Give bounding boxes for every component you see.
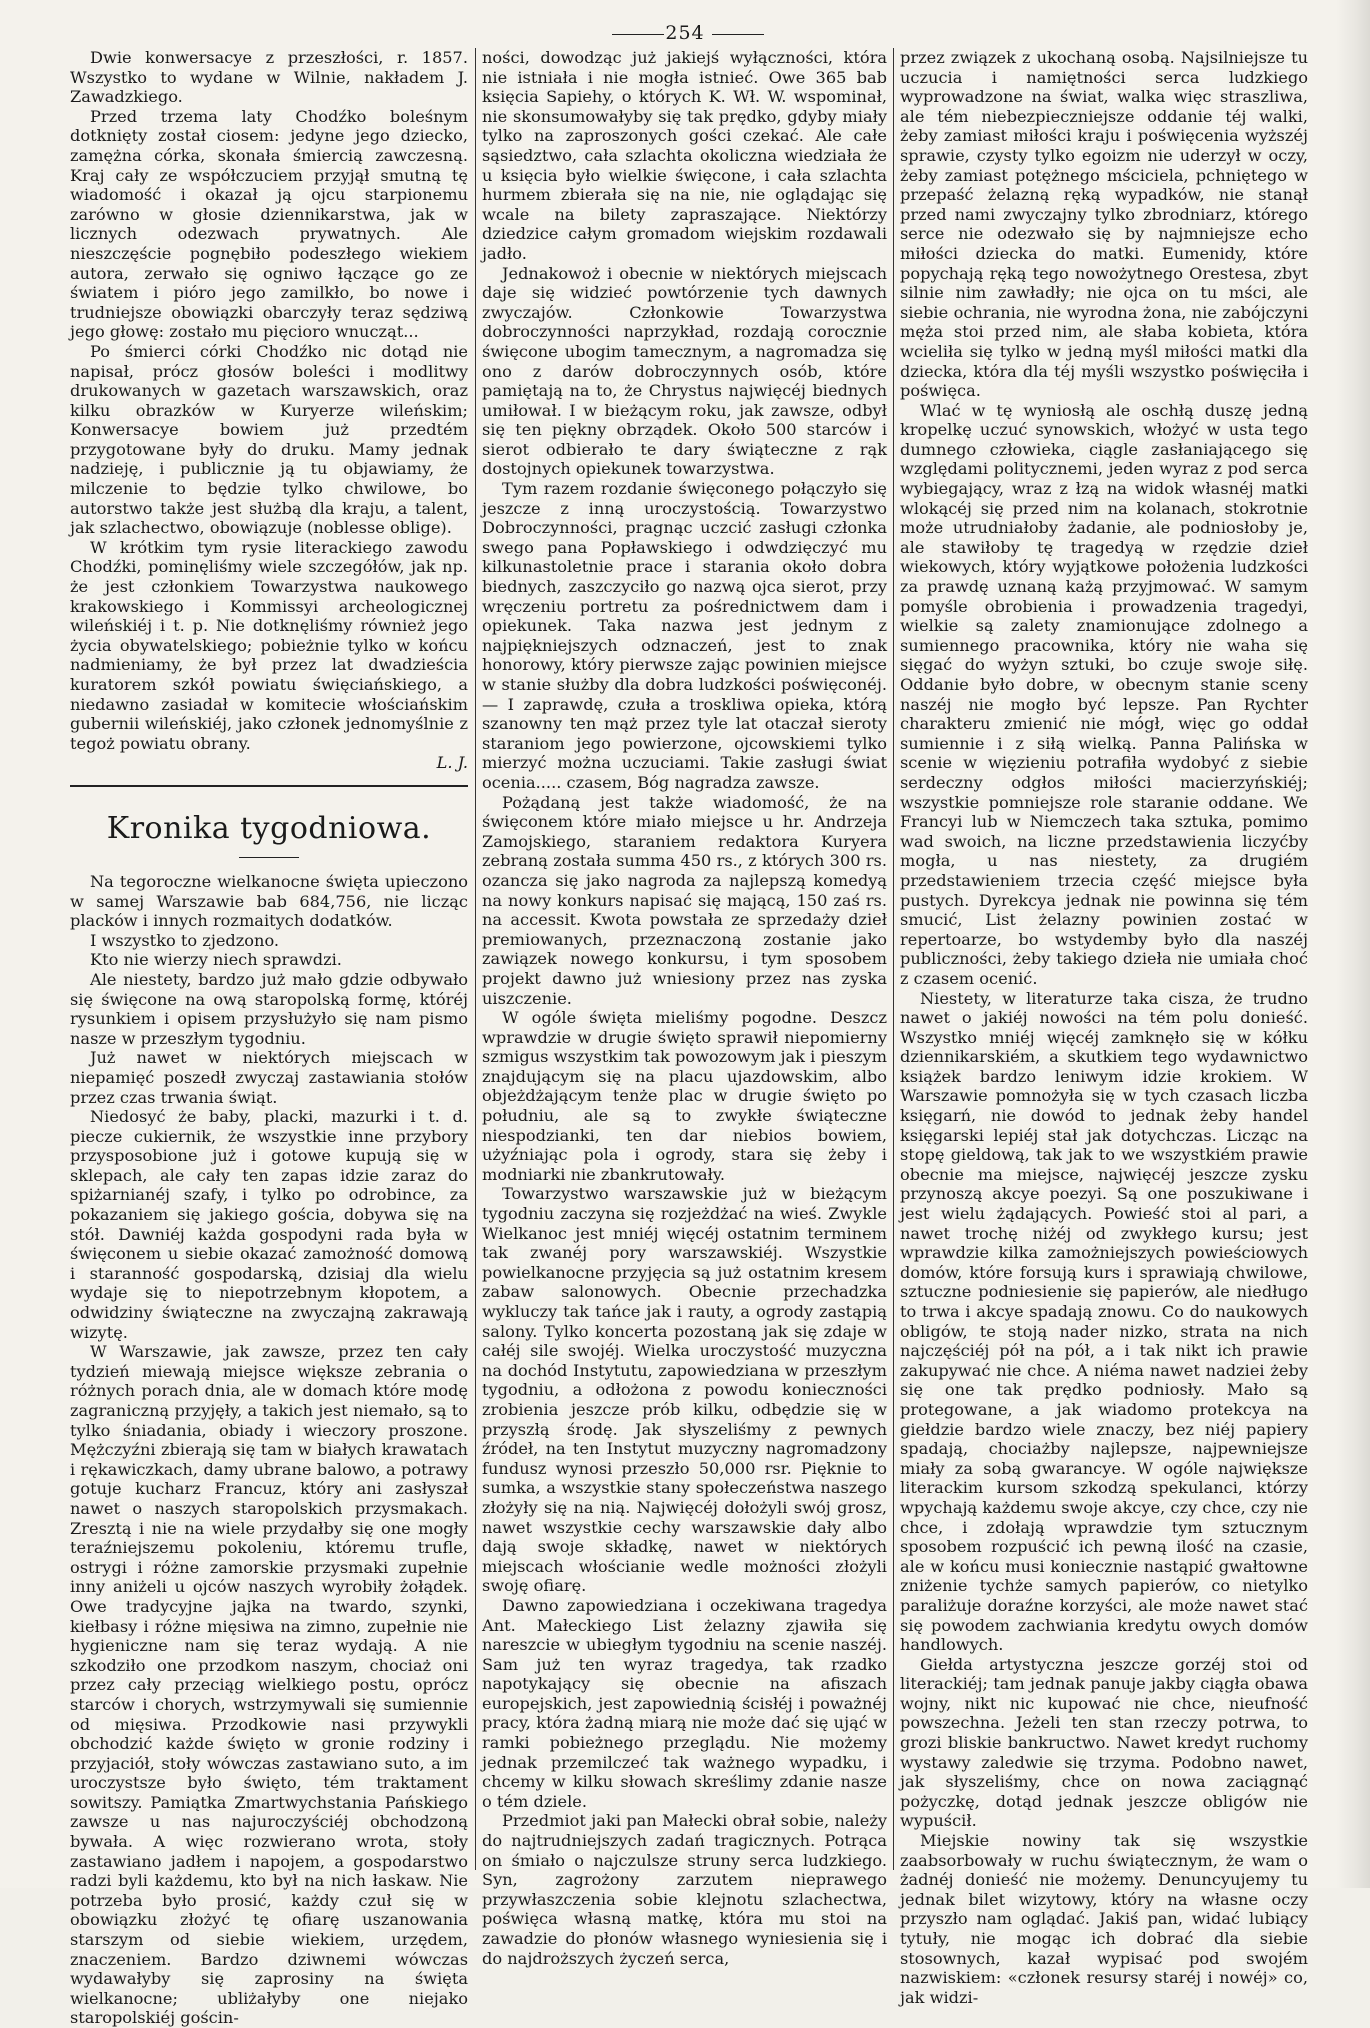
- article-paragraph: Przed trzema laty Chodźko boleśnym dotknięty został ciosem: jedyne jego dziecko, zamężna córka, skonała śmiercią zawczesną. Kraj cały ze współczuciem przyjął smutną tę wiadomość i okazał ją ojcu starpionemu zarówno w głosie dziennikarstwa, jak w licznych odezwach prywatnych. Ale nieszczęście pognębiło podeszłego wiekiem autora, zerwało się ogniwo łączące go ze światem i pióro jego zamilkło, bo nowe i trudniejsze obowiązki obarczyły teraz sędziwą jego głowę: zostało mu pięcioro wnucząt...: [70, 106, 468, 342]
- section-divider: [70, 785, 468, 787]
- kronika-paragraph: Na tegoroczne wielkanocne święta upieczono w samej Warszawie bab 684,756, nie licząc placków i innych rozmaitych dodatków.: [70, 871, 468, 931]
- kronika-paragraph: I wszystko to zjedzono.: [90, 930, 280, 950]
- kronika-paragraph: Przedmiot jaki pan Małecki obrał sobie, należy do najtrudniejszych zadań tragicznych. Potrąca on śmiało o najczulsze struny serca ludzkiego. Syn, zagrożony zarzutem nieprawego przywłaszczenia sobie klejnotu szlachectwa, poświęca własną matkę, która mu stoi na zawadzie do płonów własnego wyniesienia się i do najdroższych życzeń serca,: [482, 1811, 887, 1968]
- kronika-paragraph: Miejskie nowiny tak się wszystkie zaabsorbowały w ruchu świątecznym, że wam o żadnéj donieść nie możemy. Denuncyujemy tu jednak bilet wizytowy, który na własne oczy przyszło nam oglądać. Jakiś pan, widać lubiący tytuły, nie mogąc ich dobrać dla siebie stosownych, kazał wypisać pod swojém nazwiskiem: «członek resursy staréj i nowéj» co, jak widzi-: [900, 1831, 1308, 2007]
- article-signature: L. J.: [436, 753, 468, 773]
- kronika-paragraph: Ale niestety, bardzo już mało gdzie odbywało się święcone na ową staropolską formę, któréj rysunkiem i opisem przysłużyło się nam pismo nasze w przeszłym tygodniu.: [70, 969, 468, 1048]
- page-number: 254: [665, 22, 705, 44]
- header-rule-right: [712, 34, 764, 35]
- page-header: [0, 12, 1370, 52]
- kronika-paragraph: Tym razem rozdanie święconego połączyło się jeszcze z inną uroczystością. Towarzystwo Dobroczynności, pragnąc uczcić zasługi członka swego pana Popławskiego i odwdzięczyć mu kilkunastoletnie prace i starania około dobra biednych, zaszczyciło go nazwą ojca sierot, przy wręczeniu portretu za pośrednictwem dam i opiekunek. Taka nazwa jest jednym z najpiękniejszych odznaczeń, jest to znak honorowy, który pierwsze zając powinien miejsce w stanie służby dla dobra ludzkości poświęconéj. — I zaprawdę, czuła a troskliwa opieka, którą szanowny ten mąż przez tyle lat otaczał sieroty staraniom jego powierzone, ojcowskiemi tylko mierzyć można uczuciami. Takie zasługi świat ocenia..... czasem, Bóg nagradza zawsze.: [482, 479, 887, 792]
- column-divider: [475, 48, 476, 1870]
- kronika-paragraph: Towarzystwo warszawskie już w bieżącym tygodniu zaczyna się rozjeżdżać na wieś. Zwykle Wielkanoc jest mniéj więcéj ostatnim terminem tak zwanéj pory warszawskiéj. Wszystkie powielkanocne przyjęcia są już ostatnim kresem zabaw salonowych. Obecnie przechadzka wykluczy tak tańce jak i rauty, a ogrody zastąpią salony. Tylko koncerta pozostaną jak się zdaje w całéj sile swojéj. Wielka uroczystość muzyczna na dochód Instytutu, zapowiedziana w przeszłym tygodniu, a odłożona z powodu konieczności zrobienia jeszcze prób kilku, odbędzie się w przyszłą środę. Jak słyszeliśmy z pewnych źródeł, na ten Instytut muzyczny nagromadzony fundusz wynosi przeszło 50,000 rsr. Pięknie to sumka, a wszystkie stany społeczeństwa naszego złożyły się na nią. Najwięcéj dołożyli swój grosz, nawet wszystkie cechy warszawskie dały albo dają swoje składkę, nawet w niektórych miejscach włościanie wedle możności złożyli swoję ofiarę.: [482, 1184, 887, 1596]
- column-middle: [482, 48, 887, 1968]
- kronika-paragraph: Już nawet w niektórych miejscach w niepamięć poszedł zwyczaj zastawiania stołów przez czas trwania świąt.: [70, 1048, 468, 1107]
- kronika-paragraph: W ogóle święta mieliśmy pogodne. Deszcz wprawdzie w drugie święto sprawił niepomierny szmigus wszystkim tak powozowym jak i pieszym znajdującym się na placu ujazdowskim, albo objeżdżającym tenże plac w drugie święto po południu, ale są to zwykłe świąteczne niespodzianki, ten dar niebios bowiem, użyźniając pola i ogrody, stara się żeby i modniarki nie zbankrutowały.: [482, 1008, 887, 1184]
- kronika-paragraph: przez związek z ukochaną osobą. Najsilniejsze tu uczucia i namiętności serca ludzkiego wyprowadzone na świat, walka więc straszliwa, ale tém niebezpieczniejsze oddanie téj walki, żeby zamiast miłości kraju i poświęcenia wyższéj sprawie, czysty tylko egoizm nie uderzył w oczy, żeby zamiast potężnego mściciela, pchniętego w przepaść żelazną ręką wypadków, nie stanął przed nami zwyczajny tylko zbrodniarz, którego serce nie odezwało się by najmniejsze echo miłości dziecka do matki. Eumenidy, które popychają ręką tego nowożytnego Orestesa, zbyt silnie nim zawładły; nie ojca on tu mści, ale siebie ochrania, nie wyrodna żona, nie zabójczyni męża stoi przed nim, ale słaba kobieta, która wcieliła się tylko w jedną myśl miłości matki dla dziecka, która dla téj myśli wszystko poświęciła i poświęca.: [900, 48, 1308, 401]
- kronika-paragraph: W Warszawie, jak zawsze, przez ten cały tydzień miewają miejsce większe zebrania o różnych porach dnia, ale w domach które modę zagraniczną przyjęły, a takich jest niemało, są to tylko śniadania, obiady i wieczory proszone. Mężczyźni zbierają się tam w białych krawatach i rękawiczkach, damy ubrane balowo, a potrawy gotuje kucharz Francuz, który ani zasłyszał nawet o naszych staropolskich przysmakach. Zresztą i nie na wiele przydałby się one mogły teraźniejszemu pokoleniu, któremu trufle, ostrygi i różne zamorskie przysmaki zupełnie inny aniżeli u ojców naszych wyrobiły żołądek. Owe tradycyjne jajka na twardo, szynki, kiełbasy i różne mięsiwa na zimno, zupełnie nie hygieniczne nam się teraz wydają. A nie szkodziło one przodkom naszym, chociaż oni przez cały przeciąg wielkiego postu, oprócz starców i chorych, wstrzymywali się sumiennie od mięsiwa. Przodkowie nasi przywykli obchodzić każde święto w gronie rodziny i przyjaciół, stoły wówczas zastawiano suto, a im uroczystsze było święto, tém traktament sowitszy. Pamiątka Zmartwychstania Pańskiego zawsze u nas najuroczyściéj obchodzoną bywała. A więc rozwierano wrota, stoły zastawiano jadłem i napojem, a gospodarstwo radzi byli każdemu, kto był na nich łaskaw. Nie potrzeba było prosić, każdy czuł się w obowiązku złożyć tę ofiarę uszanowania starszym od siebie wiekiem, urzędem, znaczeniem. Bardzo dziwnemi wówczas wydawałyby się zaprosiny na święta wielkanocne; ubliżałyby one niejako staropolskiéj gościn-: [70, 1342, 468, 2028]
- kronika-paragraph: Pożądaną jest także wiadomość, że na święconem które miało miejsce u hr. Andrzeja Zamojskiego, staraniem redaktora Kuryera zebraną została summa 450 rs., z których 300 rs. ozancza się jako nagroda za najlepszą komedyą na nowy konkurs napisać się mającą, 150 zaś rs. na accessit. Kwota powstała ze sprzedaży dzieł premiowanych, przeznaczoną zostanie jako zawiązek nowego konkursu, i tym sposobem projekt dawno już wniesiony przez nas zyska uiszczenie.: [482, 792, 887, 1008]
- kronika-paragraph: Giełda artystyczna jeszcze gorzéj stoi od literackiéj; tam jednak panuje jakby ciągła obawa wojny, nikt nic kupować nie chce, nieufność powszechna. Jeżeli ten stan rzeczy potrwa, to grozi bliskie bankructwo. Nawet kredyt ruchomy wystawy zaledwie się trzyma. Podobno nawet, jak słyszeliśmy, chce on nowa zaciągnąć pożyczkę, dotąd jednak jeszcze obligów nie wypuścił.: [900, 1654, 1308, 1831]
- article-paragraph: W krótkim tym rysie literackiego zawodu Chodźki, pominęliśmy wiele szczegółów, jak np. że jest członkiem Towarzystwa naukowego krakowskiego i Kommissyi archeologicznej wileńskiéj i t. p. Nie dotknęliśmy również jego życia obywatelskiego; pobieżnie tylko w końcu nadmieniamy, że był przez lat dwadzieścia kuratorem szkół powiatu święciańskiego, a niedawno zasiadał w komitecie włościańskim gubernii wileńskiéj, jako członek jednomyślnie z tegoż powiatu obrany.: [70, 537, 468, 753]
- column-left: [70, 48, 468, 2028]
- scan-shadow: [1336, 0, 1370, 1888]
- column-divider: [893, 48, 894, 1870]
- kronika-paragraph: Niedosyć że baby, placki, mazurki i t. d. piecze cukiernik, że wszystkie inne przybory przysposobione już i gotowe kupują się w sklepach, ale cały ten zapas idzie zaraz do spiżarnianéj szafy, i tylko po odrobince, za pokazaniem się jakiego gościa, dobywa się na stół. Dawniéj każda gospodyni rada była w święconem u siebie okazać zamożność domową i staranność gospodarską, dzisiaj dla wielu wydaje się to niepotrzebnym kłopotem, a odwidziny świąteczne na zwyczajną zakrawają wizytę.: [70, 1107, 468, 1342]
- section-heading: Kronika tygodniowa.: [106, 810, 432, 846]
- kronika-paragraph: Jednakowoż i obecnie w niektórych miejscach daje się widzieć powtórzenie tych dawnych zwyczajów. Członkowie Towarzystwa dobroczynności naprzykład, rozdają corocznie święcone ubogim tamecznym, a nagromadza się ono z darów dobroczynnych osób, które pamiętają na to, że Chrystus najwięcéj biednych umiłował. I w bieżącym roku, jak zawsze, odbył się ten piękny obrządek. Około 500 starców i sierot odbierało te dary świąteczne z rąk dostojnych opiekunek towarzystwa.: [482, 263, 887, 479]
- kronika-paragraph: Dawno zapowiedziana i oczekiwana tragedya Ant. Małeckiego List żelazny zjawiła się nareszcie w ubiegłym tygodniu na scenie naszéj. Sam już ten wyraz tragedya, tak rzadko napotykający się obecnie na afiszach europejskich, jest zapowiednią ścisłéj i poważnéj pracy, która żadną miarą nie może dać się ująć w ramki pobieżnego przeglądu. Nie możemy jednak przemilczeć tak ważnego wypadku, i chcemy w kilku słowach skreślimy zdanie nasze o tém dziele.: [482, 1595, 887, 1811]
- heading-rule: [239, 857, 299, 858]
- column-right: [900, 48, 1308, 2007]
- kronika-paragraph: Kto nie wierzy niech sprawdzi.: [90, 950, 342, 970]
- kronika-paragraph: Niestety, w literaturze taka cisza, że trudno nawet o jakiéj nowości na tém polu donieść. Wszystko mniéj więcéj zamknęło się w kółku dziennikarskiém, a skutkiem tego wydawnictwo książek bardzo leniwym idzie krokiem. W Warszawie pomnożyła się w tych czasach liczba księgarń, nie dowód to jednak żeby handel księgarski lepiéj stał jak dotychczas. Licząc na stopę gieldową, tak jak to we wszystkiém prawie obecnie ma miejsce, najwięcéj jeszcze zysku przynoszą akcye poezyi. Są one poszukiwane i jest wielu żądających. Powieść stoi al pari, a nawet trochę niżéj od zwykłego kursu; jest wprawdzie kilka zamożniejszych powieściowych domów, które forsują kurs i sprawiają chwilowe, sztuczne podniesienie się papierów, ale niedługo to trwa i akcye spadają znowu. Co do naukowych obligów, te stoją nader nizko, strata na nich najczęściéj pół na pół, a i tak nikt ich prawie zakupywać nie chce. A niéma nawet nadziei żeby się one tak prędko podniosły. Mało są protegowane, a jak wiadomo protekcya na giełdzie bardzo wiele znaczy, bez niéj papiery spadają, chociażby najlepsze, najpewniejsze miały za sobą gwarancye. W ogóle największe literackim kursom szkodzą spekulanci, którzy wpychają każdemu swoje akcye, czy chce, czy nie chce, i zdołają wprawdzie tym sztucznym sposobem rozpuścić ich pewną ilość na czasie, ale w końcu musi koniecznie nastąpić gwałtowne zniżenie tychże samych papierów, co nietylko paraliżuje doraźne korzyści, ale może nawet stać się powodem zachwiania kredytu owych domów handlowych.: [900, 988, 1308, 1655]
- kronika-paragraph: Wlać w tę wyniosłą ale oschłą duszę jedną kropelkę uczuć synowskich, włożyć w usta tego dumnego człowieka, ciągle zasłaniającego się względami politycznemi, jeden wyraz z pod serca wybiegający, wraz z łzą na widok własnéj matki wlokącéj się przed nim na kolanach, stokrotnie może utrudniałoby żadanie, ale podniosłoby je, ale stawiłoby tę tragedyą w rzędzie dzieł wiekowych, który wyjątkowe położenia ludzkości za prawdę uznaną każą przyjmować. W samym pomyśle obrobienia i prowadzenia tragedyi, wielkie są zalety znamionujące zdolnego a sumiennego pracownika, który nie waha się sięgać do wyżyn sztuki, bo czuje swoje siłę. Oddanie było dobre, w obecnym stanie sceny naszéj nie mogło być lepsze. Pan Rychter charakteru zmienić nie mógł, więc go oddał sumiennie i z siłą wielką. Panna Palińska w scenie w więzieniu potrafiła wydobyć z siebie serdeczny odgłos miłości macierzyńskiéj; wszystkie pomniejsze role staranie oddane. We Francyi lub w Niemczech taka sztuka, pomimo wad swoich, na liczne przedstawienia liczyćby mogła, u nas niestety, za drugiém przedstawieniem trzecia część miejsce była pustych. Dyrekcya jednak nie powinna się tém smucić, List żelazny powinien zostać w repertoarze, bo wstydemby było dla naszéj publiczności, żeby takiego dzieła nie umiała choć z czasem ocenić.: [900, 400, 1308, 988]
- article-intro: Dwie konwersacye z przeszłości, r. 1857. Wszystko to wydane w Wilnie, nakładem J. Zawadzkiego.: [70, 48, 468, 107]
- article-paragraph: Po śmierci córki Chodźko nic dotąd nie napisał, prócz głosów boleści i modlitwy drukowanych w gazetach warszawskich, oraz kilku obrazków w Kuryerze wileńskim; Konwersacye bowiem już przedtém przygotowane były do druku. Mamy jednak nadzieję, i publicznie ją tu objawiamy, że milczenie to będzie tylko chwilowe, bo autorstwo także jest służbą dla kraju, a talent, jak szlachectwo, obowiązuje (noblesse oblige).: [70, 341, 468, 538]
- kronika-paragraph: ności, dowodząc już jakiejś wyłączności, która nie istniała i nie mogła istnieć. Owe 365 bab księcia Sapiehy, o których K. Wł. W. wspominał, nie skonsumowałyby się tak prędko, gdyby miały tylko na zaproszonych gości czekać. Ale całe sąsiedztwo, cała szlachta okoliczna wiedziała że u księcia było wielkie święcone, i cała szlachta hurmem zbierała się na nie, nie oglądając się wcale na bilety zapraszające. Niektórzy dziedzice całym gromadom wiejskim rozdawali jadło.: [482, 48, 887, 263]
